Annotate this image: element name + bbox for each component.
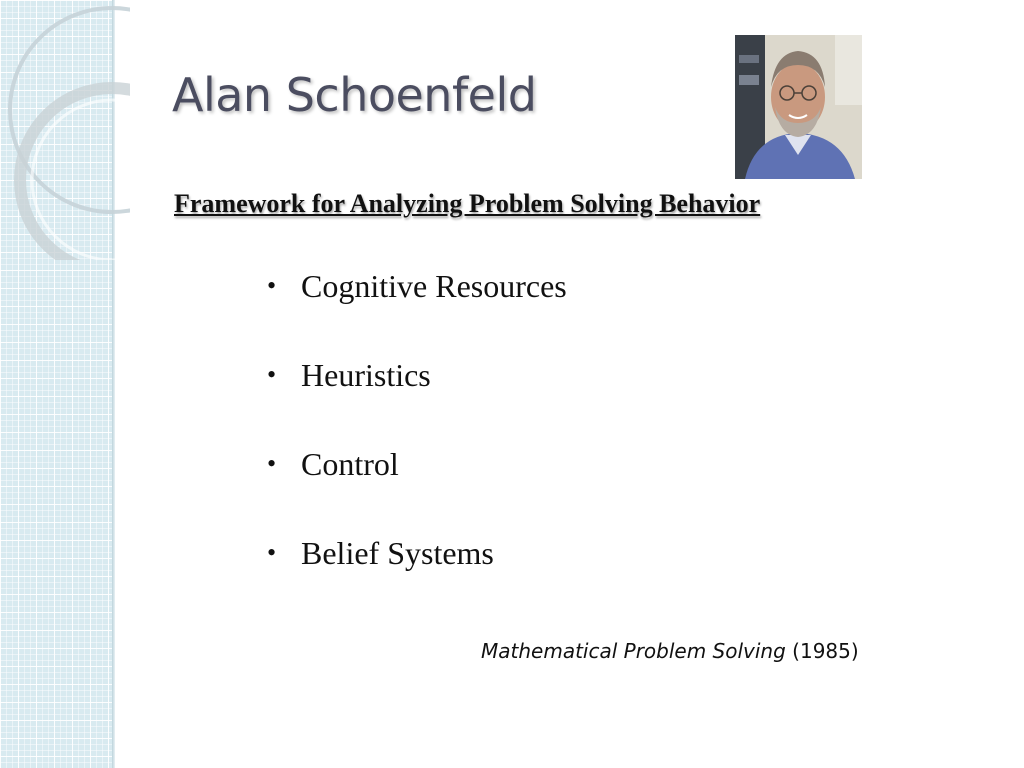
bullet-list [265,262,567,618]
decorative-rings [0,0,130,260]
slide-subtitle: Framework for Analyzing Problem Solving Behavior [174,189,761,218]
bullet-icon: • [267,449,277,478]
list-item [265,351,567,440]
portrait-photo [735,35,862,179]
bullet-icon: • [267,271,277,300]
list-item [265,529,567,618]
slide-title: Alan Schoenfeld [172,68,537,122]
list-item-text: Heuristics [301,357,431,393]
bullet-icon: • [267,360,277,389]
list-item-text: Control [301,446,399,482]
citation-year: (1985) [792,639,859,663]
list-item [265,440,567,529]
citation [481,639,859,663]
list-item-text: Belief Systems [301,535,494,571]
list-item [265,262,567,351]
list-item-text: Cognitive Resources [301,268,567,304]
bullet-icon: • [267,538,277,567]
citation-book-title: Mathematical Problem Solving [481,639,786,663]
